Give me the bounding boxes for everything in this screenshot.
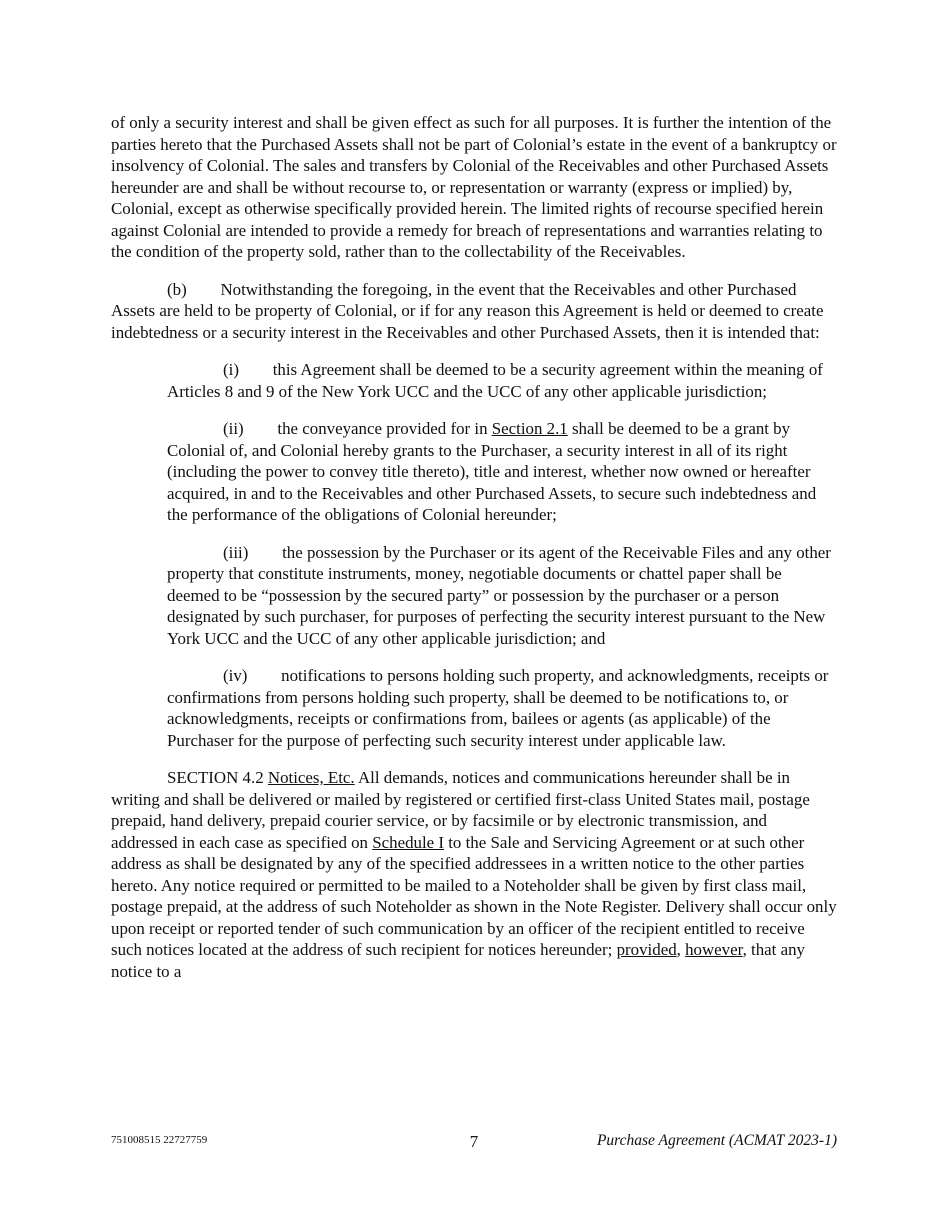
document-body xyxy=(111,112,837,998)
section-4-2-text-a: All demands, notices and communications hereunder shall be in writing and shall be delivered or mailed by registered or certified first-class United States mail, postage prepaid, hand delivery, prepaid courier service, or by facsimile or by electronic transmission, and addressed in each case as specified on xyxy=(111,768,810,852)
clause-ii-text-end: shall be deemed to be a grant by Colonial of, and Colonial hereby grants to the Purchaser, a security interest in all of its right (including the power to convey title thereto), title and interest, whether now owned or hereafter acquired, in and to the Receivables and other Purchased Assets, to secure such indebtedness and the performance of the obligations of Colonial hereunder; xyxy=(167,419,817,524)
section-4-2-text-b: to the Sale and Servicing Agreement or at such other address as shall be designated by any of the specified addressees in a written notice to the other parties hereto. Any notice required or permitted to be mailed to a Noteholder shall be given by first class mail, postage prepaid, at the address of such Noteholder as shown in the Note Register. Delivery shall occur only upon receipt or reported tender of such communication by an officer of the recipient entitled to receive such notices located at the address of such recipient for notices hereunder; xyxy=(111,832,837,959)
clause-iii: (iii) the possession by the Purchaser or its agent of the Receivable Files and any other property that constitute instruments, money, negotiable documents or chattel paper shall be deemed to be “possession by the secured party” or possession by the purchaser or a person designated by such purchaser, for purposes of perfecting the security interest pursuant to the New York UCC and the UCC of any other applicable jurisdiction; and xyxy=(167,542,831,648)
page-number: 7 xyxy=(469,1132,479,1151)
section-4-2-label: SECTION 4.2 xyxy=(167,768,268,787)
clause-iv: (iv) notifications to persons holding such property, and acknowledgments, receipts or confirmations from persons holding such property, shall be deemed to be notifications to, or acknowledgments, receipts or confirmations from, bailees or agents (as applicable) of the Purchaser for the purpose of perfecting such security interest under applicable law. xyxy=(167,666,829,750)
provided-term: provided xyxy=(616,940,677,959)
paragraph-b: (b) Notwithstanding the foregoing, in the event that the Receivables and other Purchased Assets are held to be property of Colonial, or if for any reason this Agreement is held or deemed to create indebtedness or a security interest in the Receivables and other Purchased Assets, then it is intended that: xyxy=(111,279,824,342)
section-4-2 xyxy=(111,767,837,982)
section-4-2-comma: , xyxy=(676,940,686,959)
page-footer xyxy=(111,1132,837,1152)
clause-ii-text-start: (ii) the conveyance provided for in xyxy=(223,419,492,438)
paragraph-intro: of only a security interest and shall be given effect as such for all purposes. It is further the intention of the parties hereto that the Purchased Assets shall not be part of Colonial’s estate in the event of a bankruptcy or insolvency of Colonial. The sales and transfers by Colonial of the Receivables and other Purchased Assets hereunder are and shall be without recourse to, or representation or warranty (express or implied) by, Colonial, except as otherwise specifically provided herein. The limited rights of recourse specified herein against Colonial are intended to provide a remedy for breach of representations and warranties relating to the condition of the property sold, rather than to the collectability of the Receivables. xyxy=(111,113,837,261)
section-4-2-title: Notices, Etc. xyxy=(267,768,355,787)
section-2-1-reference: Section 2.1 xyxy=(491,419,568,438)
section-4-2-text-c: , that any notice to a xyxy=(111,940,805,981)
document-title: Purchase Agreement (ACMAT 2023-1) xyxy=(596,1132,837,1149)
clause-i: (i) this Agreement shall be deemed to be a security agreement within the meaning of Articles 8 and 9 of the New York UCC and the UCC of any other applicable jurisdiction; xyxy=(167,360,823,401)
however-term: however xyxy=(685,940,743,959)
schedule-i-reference: Schedule I xyxy=(372,832,444,852)
document-id: 751008515 22727759 xyxy=(111,1134,208,1146)
clause-ii xyxy=(167,418,837,526)
